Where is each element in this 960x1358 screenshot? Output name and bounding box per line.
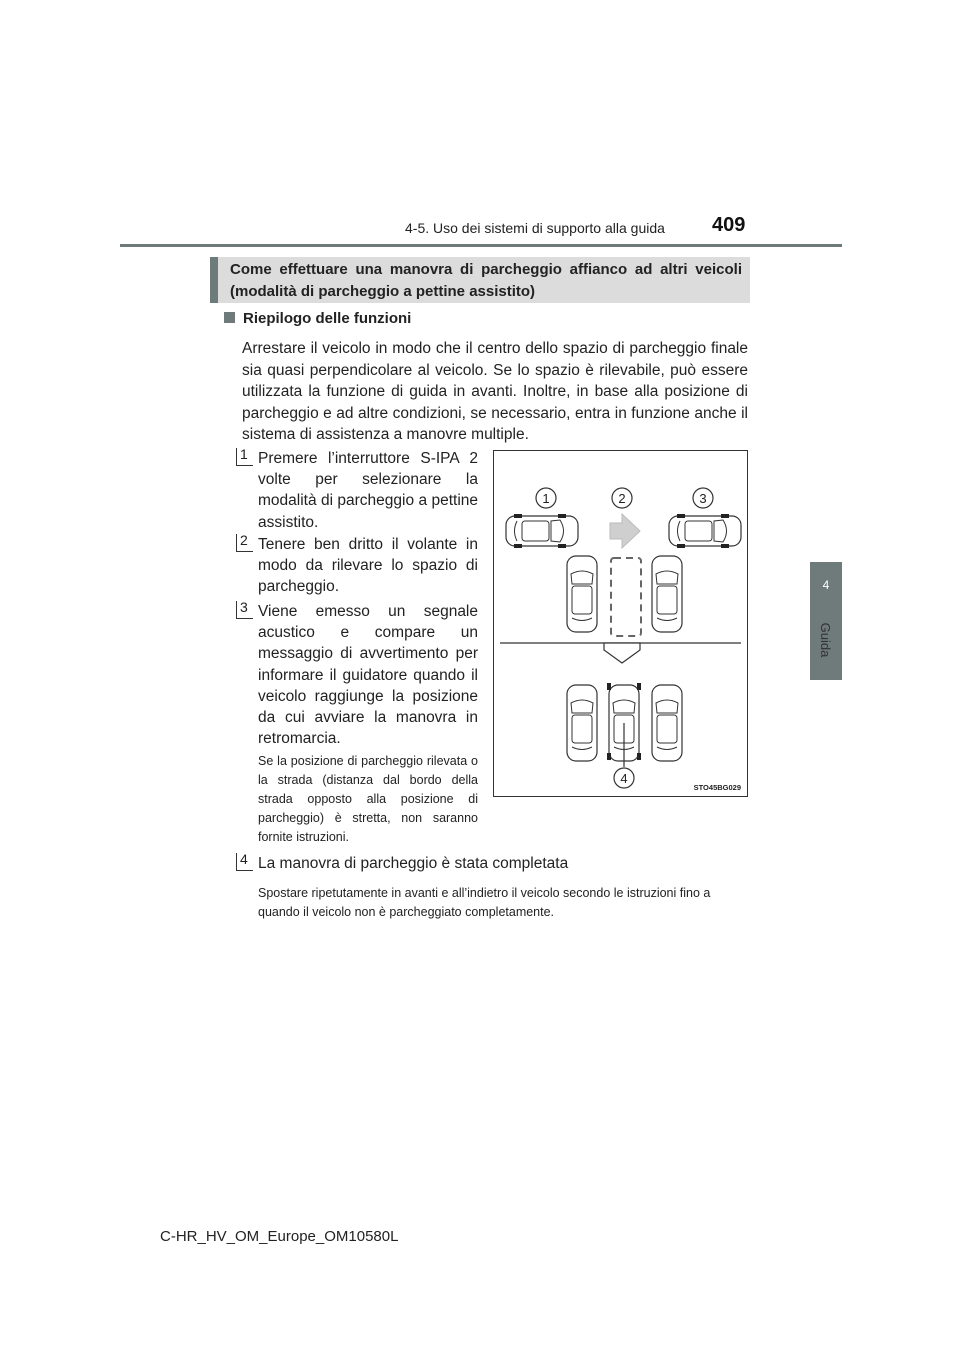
footer-document-id: C-HR_HV_OM_Europe_OM10580L xyxy=(160,1228,399,1245)
step-2-text: Tenere ben dritto il volante in modo da rilevare lo spazio di parcheggio. xyxy=(258,536,478,596)
parked-car-right xyxy=(652,556,682,632)
page-number: 409 xyxy=(712,214,746,236)
section-banner xyxy=(210,257,750,303)
step-number-2: 2 xyxy=(236,534,253,552)
parked-car-right-final xyxy=(652,685,682,761)
svg-text:4: 4 xyxy=(620,771,628,786)
callout-3 xyxy=(693,488,713,508)
header-section-title: 4-5. Uso dei sistemi di supporto alla guida xyxy=(405,220,665,236)
callout-2 xyxy=(612,488,632,508)
chapter-tab-number: 4 xyxy=(822,578,830,592)
step-4-text: La manovra di parcheggio è stata completata xyxy=(258,855,569,872)
step-3-text: Viene emesso un segnale acustico e compare un messaggio di avvertimento per informare il guidatore quando il veicolo raggiunge la posizione da cui avviare la manovra in retromarcia. xyxy=(258,603,478,748)
svg-text:2: 2 xyxy=(618,491,626,506)
moving-car-end xyxy=(669,514,741,548)
svg-text:1: 1 xyxy=(542,491,550,506)
sub-heading xyxy=(224,310,411,327)
step-1-text: Premere l’interruttore S-IPA 2 volte per selezionare la modalità di parcheggio a pettine assistito. xyxy=(258,450,478,531)
forward-arrow-icon xyxy=(610,514,640,548)
step-3-note: Se la posizione di parcheggio rilevata o la strada (distanza dal bordo della strada opposto alla posizione di parcheggio) è stretta, non saranno fornite istruzioni. xyxy=(258,754,478,844)
intro-paragraph: Arrestare il veicolo in modo che il centro dello spazio di parcheggio finale sia quasi perpendicolare al veicolo. Se lo spazio è rilevabile, può essere utilizzata la funzione di guida in avanti. Inoltre, in base alla posizione di parcheggio e ad altre condizioni, se necessario, entra in funzione anche il sistema di assistenza a manovre multiple. xyxy=(242,340,748,443)
parked-car-left-final xyxy=(567,685,597,761)
parking-diagram xyxy=(493,450,748,797)
parking-diagram-illustration xyxy=(494,451,747,796)
callout-1 xyxy=(536,488,556,508)
square-bullet-icon xyxy=(224,312,235,323)
moving-car-start xyxy=(506,514,578,548)
sub-heading-text: Riepilogo delle funzioni xyxy=(243,310,412,327)
target-parking-space xyxy=(611,558,641,636)
step-number-4: 4 xyxy=(236,853,253,871)
step-number-1: 1 xyxy=(236,448,253,466)
step-4-note: Spostare ripetutamente in avanti e all’indietro il veicolo secondo le istruzioni fino a quando il veicolo non è parcheggiato completamente. xyxy=(258,886,711,919)
down-arrow-icon xyxy=(604,643,640,663)
parked-car-left xyxy=(567,556,597,632)
callout-4 xyxy=(614,768,634,788)
section-banner-title: Come effettuare una manovra di parcheggio affianco ad altri veicoli (modalità di parcheggio a pettine assistito) xyxy=(230,261,742,300)
step-number-3: 3 xyxy=(236,601,253,619)
figure-code: STO45BG029 xyxy=(693,783,741,792)
header-rule xyxy=(120,244,842,247)
svg-text:3: 3 xyxy=(699,491,707,506)
chapter-tab-label: Guida xyxy=(818,622,833,658)
